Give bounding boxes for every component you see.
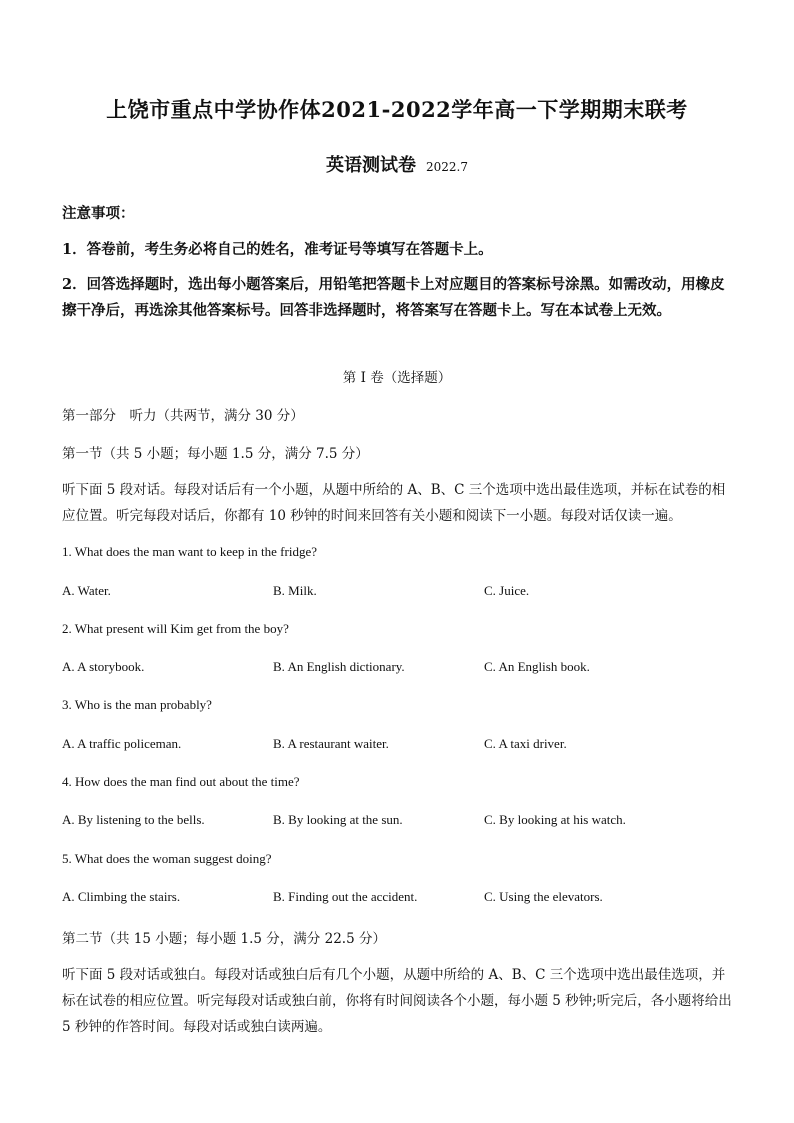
question-2-option-b: B. An English dictionary. <box>273 659 405 674</box>
question-5-option-c: C. Using the elevators. <box>484 889 603 904</box>
question-5-option-a: A. Climbing the stairs. <box>62 889 181 904</box>
question-2: 2. What present will Kim get from the boy? <box>62 621 289 636</box>
question-3-option-b: B. A restaurant waiter. <box>273 736 389 751</box>
section2-instructions: 听下面 5 段对话或独白。每段对话或独白后有几个小题，从题中所给的 A、B、C 三个选项中选出最佳选项，并标在试卷的相应位置。听完每段对话或独白前，你将有时间阅读各个小题，每小题 5 秒钟;听完后，各小题将给出 5 秒钟的作答时间。每段对话或独白读两遍。 <box>62 967 732 1035</box>
question-4-option-c: C. By looking at his watch. <box>484 812 626 827</box>
question-1-option-c: C. Juice. <box>484 583 530 598</box>
question-1: 1. What does the man want to keep in the fridge? <box>62 544 317 559</box>
exam-subtitle-line <box>0 151 794 177</box>
notice-item-1: 1．答卷前，考生务必将自己的姓名，准考证号等填写在答题卡上。 <box>62 241 493 258</box>
question-3-option-c: C. A taxi driver. <box>484 736 567 751</box>
question-3: 3. Who is the man probably? <box>62 697 212 712</box>
volume-heading: 第 I 卷（选择题） <box>342 370 452 386</box>
section2-heading: 第二节（共 15 小题；每小题 1.5 分，满分 22.5 分） <box>62 931 386 947</box>
section1-heading: 第一节（共 5 小题；每小题 1.5 分，满分 7.5 分） <box>62 446 369 462</box>
question-4-option-b: B. By looking at the sun. <box>273 812 403 827</box>
question-4: 4. How does the man find out about the time? <box>62 774 300 789</box>
section1-instructions: 听下面 5 段对话。每段对话后有一个小题，从题中所给的 A、B、C 三个选项中选出最佳选项，并标在试卷的相应位置。听完每段对话后，你都有 10 秒钟的时间来回答有关小题和阅读下一小题。每段对话仅读一遍。 <box>62 482 726 524</box>
exam-date: 2022.7 <box>426 160 468 174</box>
notice-item-2: 2．回答选择题时，选出每小题答案后，用铅笔把答题卡上对应题目的答案标号涂黑。如需改动，用橡皮擦干净后，再选涂其他答案标号。回答非选择题时，将答案写在答题卡上。写在本试卷上无效。 <box>62 276 725 319</box>
question-1-option-b: B. Milk. <box>273 583 317 598</box>
question-5: 5. What does the woman suggest doing? <box>62 851 272 866</box>
part1-heading: 第一部分 听力（共两节，满分 30 分） <box>62 408 304 424</box>
question-1-option-a: A. Water. <box>62 583 111 598</box>
question-4-option-a: A. By listening to the bells. <box>62 812 205 827</box>
question-2-option-a: A. A storybook. <box>62 659 145 674</box>
question-3-option-a: A. A traffic policeman. <box>62 736 182 751</box>
exam-subtitle: 英语测试卷 <box>326 155 416 176</box>
question-5-option-b: B. Finding out the accident. <box>273 889 418 904</box>
exam-title: 上饶市重点中学协作体2021-2022学年高一下学期期末联考 <box>106 97 688 122</box>
question-2-option-c: C. An English book. <box>484 659 590 674</box>
notice-heading: 注意事项： <box>62 205 135 222</box>
